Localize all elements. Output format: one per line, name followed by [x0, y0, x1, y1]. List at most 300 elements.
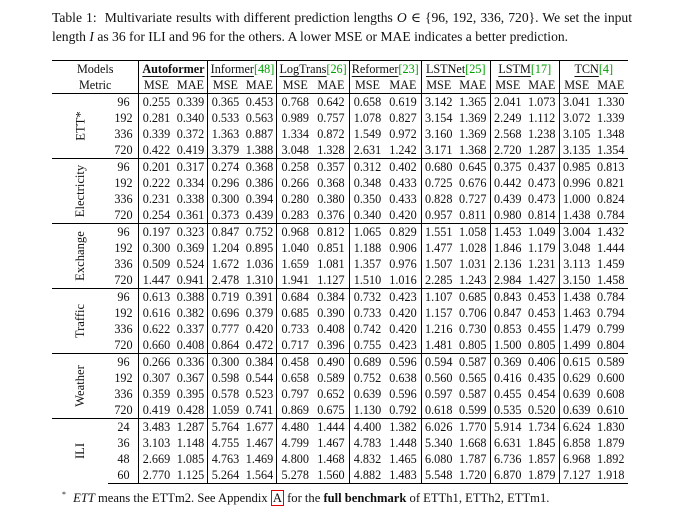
mae-value: 0.453: [242, 94, 277, 111]
mse-value: 0.618: [421, 402, 456, 419]
mse-value: 0.300: [139, 240, 174, 256]
mse-value: 0.560: [421, 370, 456, 386]
mae-value: 0.829: [385, 224, 421, 241]
mae-value: 1.448: [389, 436, 417, 450]
model-name: Autoformer: [142, 62, 205, 76]
mae-value: 1.720: [456, 467, 491, 484]
mae-value: 1.668: [459, 436, 487, 450]
mae-value: 0.435: [528, 371, 556, 385]
mae-value: 0.453: [525, 289, 560, 306]
mae-value: 0.376: [317, 208, 345, 222]
table-row: [52, 191, 628, 207]
mse-value: 0.733: [277, 321, 313, 337]
mae-value: 0.317: [173, 159, 208, 176]
mae-value: 1.310: [245, 273, 274, 287]
mae-value: 1.918: [594, 467, 628, 484]
prediction-length: 192: [114, 371, 133, 385]
mae-value: 0.976: [389, 257, 417, 271]
mse-header: MSE: [559, 77, 594, 94]
mae-header: MAE: [176, 78, 204, 92]
footnote-ett: ETT: [73, 491, 95, 506]
mae-value: 0.524: [176, 257, 205, 271]
mse-value: 0.660: [139, 337, 174, 354]
mse-value: 0.996: [559, 175, 594, 191]
mse-value: 0.755: [349, 337, 385, 354]
prediction-length: 96: [108, 94, 139, 111]
model-citation-link[interactable]: [48]: [253, 62, 275, 76]
mse-value: 1.357: [349, 256, 385, 272]
mse-value: 0.768: [277, 94, 313, 111]
mse-header: MSE: [277, 77, 313, 94]
mse-value: 3.048: [559, 240, 594, 256]
mse-value: 0.680: [421, 159, 456, 176]
mse-value: 0.274: [208, 159, 243, 176]
mae-value: 1.892: [597, 452, 625, 466]
mse-value: 0.853: [490, 321, 525, 337]
mse-value: 0.455: [490, 386, 525, 402]
mae-value: 0.423: [389, 338, 417, 352]
model-name: LSTNet: [425, 62, 466, 76]
mae-header: MAE: [459, 78, 487, 92]
mae-value: 0.420: [389, 208, 417, 222]
mae-value: 1.787: [459, 452, 487, 466]
mae-value: 1.238: [528, 127, 556, 141]
mse-value: 1.659: [277, 256, 313, 272]
mse-value: 0.201: [139, 159, 174, 176]
mse-value: 0.689: [349, 354, 385, 371]
mae-value: 1.368: [459, 143, 487, 157]
mae-value: 1.287: [173, 419, 208, 436]
mse-value: 0.348: [349, 175, 385, 191]
mae-value: 1.734: [525, 419, 560, 436]
model-header: [208, 61, 277, 78]
model-header: [139, 61, 208, 78]
mse-value: 0.725: [421, 175, 456, 191]
prediction-length: 336: [114, 127, 133, 141]
mae-value: 1.085: [176, 452, 205, 466]
mse-value: 0.752: [349, 370, 385, 386]
mse-value: 0.639: [349, 386, 385, 402]
mae-value: 0.368: [242, 159, 277, 176]
prediction-length: 96: [108, 159, 139, 176]
mae-value: 0.455: [528, 322, 556, 336]
mse-value: 0.777: [208, 321, 243, 337]
mse-value: 0.312: [349, 159, 385, 176]
mse-value: 1.065: [349, 224, 385, 241]
mse-value: 0.616: [139, 305, 174, 321]
mae-value: 1.287: [528, 143, 556, 157]
mae-value: 0.423: [385, 289, 421, 306]
mae-value: 0.396: [317, 338, 345, 352]
mae-value: 0.805: [459, 338, 487, 352]
prediction-length: 36: [117, 436, 130, 450]
mse-value: 0.255: [139, 94, 174, 111]
mse-value: 0.231: [139, 191, 174, 207]
table-row: [52, 451, 628, 467]
model-header: [490, 61, 559, 78]
mse-value: 2.285: [421, 272, 456, 289]
mse-value: 0.300: [208, 191, 243, 207]
table-caption: [52, 8, 632, 46]
mse-value: 1.204: [208, 240, 243, 256]
mae-value: 0.563: [245, 111, 274, 125]
mse-value: 3.048: [277, 142, 313, 159]
mae-header: MAE: [389, 78, 417, 92]
mse-value: 0.742: [349, 321, 385, 337]
mse-value: 0.280: [277, 191, 313, 207]
mae-value: 1.458: [597, 273, 625, 287]
mae-value: 0.339: [173, 94, 208, 111]
mse-value: 0.222: [139, 175, 174, 191]
mse-value: 0.578: [208, 386, 243, 402]
mae-value: 0.805: [528, 338, 556, 352]
mse-value: 1.463: [559, 305, 594, 321]
mse-value: 0.197: [139, 224, 174, 241]
mae-value: 1.677: [242, 419, 277, 436]
results-table: [52, 60, 628, 484]
mae-value: 0.814: [528, 208, 556, 222]
mae-value: 0.608: [597, 387, 625, 401]
mae-value: 0.799: [597, 322, 625, 336]
mse-value: 6.026: [421, 419, 456, 436]
mae-header: MAE: [528, 78, 556, 92]
table-row: [52, 272, 628, 289]
mae-value: 0.361: [176, 208, 205, 222]
mse-value: 1.000: [559, 191, 594, 207]
model-name: LogTrans: [279, 62, 327, 76]
table-row: [52, 321, 628, 337]
mae-value: 0.887: [245, 127, 274, 141]
mae-value: 0.784: [594, 289, 628, 306]
mse-value: 4.755: [208, 435, 243, 451]
mse-value: 0.980: [490, 207, 525, 224]
mae-value: 1.328: [317, 143, 345, 157]
mse-value: 0.622: [139, 321, 174, 337]
mae-value: 1.058: [456, 224, 491, 241]
mse-value: 6.968: [559, 451, 594, 467]
mse-value: 1.941: [277, 272, 313, 289]
table-footnote: [62, 490, 549, 506]
mae-value: 0.390: [317, 306, 345, 320]
mse-value: 0.283: [277, 207, 313, 224]
mae-value: 1.382: [385, 419, 421, 436]
mae-value: 0.752: [242, 224, 277, 241]
mae-value: 0.419: [176, 143, 205, 157]
mse-value: 0.797: [277, 386, 313, 402]
mae-value: 0.323: [173, 224, 208, 241]
mae-value: 0.645: [456, 159, 491, 176]
mse-value: 1.438: [559, 207, 594, 224]
mse-value: 2.478: [208, 272, 243, 289]
mae-value: 0.619: [385, 94, 421, 111]
mse-value: 3.154: [421, 110, 456, 126]
mae-value: 1.179: [528, 241, 556, 255]
mse-value: 0.696: [208, 305, 243, 321]
appendix-link[interactable]: A: [272, 491, 282, 506]
mae-value: 0.395: [176, 387, 205, 401]
mse-value: 3.483: [139, 419, 174, 436]
mse-value: 1.499: [559, 337, 594, 354]
mse-value: 2.041: [490, 94, 525, 111]
mse-value: 1.551: [421, 224, 456, 241]
table-row: [52, 142, 628, 159]
dataset-label: ILI: [73, 443, 88, 460]
mae-value: 1.830: [594, 419, 628, 436]
mae-value: 0.599: [459, 403, 487, 417]
mse-value: 1.477: [421, 240, 456, 256]
table-row: [52, 370, 628, 386]
mae-value: 0.386: [245, 176, 274, 190]
mae-value: 0.827: [389, 111, 417, 125]
mse-value: 3.160: [421, 126, 456, 142]
footnote-text3: of ETTh1, ETTh2, ETTm1.: [409, 491, 550, 506]
mse-value: 2.568: [490, 126, 525, 142]
mae-value: 0.391: [242, 289, 277, 306]
mae-value: 0.811: [459, 208, 487, 222]
mse-value: 1.507: [421, 256, 456, 272]
mae-value: 0.741: [245, 403, 274, 417]
mae-value: 0.428: [176, 403, 205, 417]
mae-value: 0.941: [176, 273, 205, 287]
mse-value: 0.658: [349, 94, 385, 111]
dataset-cell: [52, 159, 108, 224]
mae-value: 1.242: [389, 143, 417, 157]
dataset-label: Weather: [73, 365, 88, 407]
table-row: [52, 94, 628, 111]
mae-value: 0.368: [317, 176, 345, 190]
mse-value: 0.843: [490, 289, 525, 306]
model-citation-link[interactable]: [26]: [326, 62, 347, 76]
mse-value: 1.672: [208, 256, 243, 272]
mae-value: 0.408: [317, 322, 345, 336]
prediction-length: 720: [114, 273, 133, 287]
table-row: [52, 354, 628, 371]
mse-value: 0.985: [559, 159, 594, 176]
mae-value: 0.642: [313, 94, 349, 111]
mae-value: 0.490: [313, 354, 349, 371]
mse-value: 0.365: [208, 94, 243, 111]
prediction-length: 336: [114, 387, 133, 401]
mse-value: 0.535: [490, 402, 525, 419]
mae-value: 1.467: [245, 436, 274, 450]
table-row: [52, 289, 628, 306]
prediction-length: 24: [108, 419, 139, 436]
mae-value: 1.427: [528, 273, 556, 287]
table-row: [52, 126, 628, 142]
mse-value: 0.281: [139, 110, 174, 126]
mae-value: 0.821: [597, 176, 625, 190]
mse-value: 0.597: [421, 386, 456, 402]
mse-value: 0.639: [559, 386, 594, 402]
mae-value: 0.357: [313, 159, 349, 176]
mse-value: 0.639: [559, 402, 594, 419]
mae-value: 0.600: [597, 371, 625, 385]
mse-value: 0.422: [139, 142, 174, 159]
mae-value: 0.812: [313, 224, 349, 241]
mae-value: 0.727: [459, 192, 487, 206]
mae-value: 1.770: [456, 419, 491, 436]
mse-value: 6.631: [490, 435, 525, 451]
caption-text-before: Multivariate results with different prediction lengths: [104, 10, 393, 25]
mae-value: 0.784: [597, 208, 625, 222]
mse-value: 5.264: [208, 467, 243, 484]
table-row: [52, 175, 628, 191]
prediction-length: 48: [117, 452, 130, 466]
mae-value: 0.453: [528, 306, 556, 320]
mae-value: 0.472: [245, 338, 274, 352]
metric-header: Metric: [78, 78, 112, 92]
mae-value: 0.675: [317, 403, 345, 417]
prediction-length: 720: [114, 338, 133, 352]
table-row: [52, 386, 628, 402]
models-header: Models: [52, 61, 139, 78]
prediction-length: 192: [114, 241, 133, 255]
dataset-label: Electricity: [73, 164, 88, 218]
mae-value: 0.334: [176, 176, 205, 190]
mae-value: 1.016: [389, 273, 417, 287]
mae-value: 1.369: [459, 127, 487, 141]
mse-value: 2.249: [490, 110, 525, 126]
mae-value: 0.638: [389, 371, 417, 385]
caption-math-set: ∈ {96, 192, 336, 720}: [410, 10, 536, 25]
dataset-cell: [52, 419, 108, 484]
mse-value: 2.631: [349, 142, 385, 159]
model-citation-link[interactable]: [17]: [530, 62, 552, 76]
mse-value: 0.254: [139, 207, 174, 224]
mae-value: 1.857: [528, 452, 556, 466]
mae-value: 0.367: [176, 371, 205, 385]
mse-value: 1.453: [490, 224, 525, 241]
mae-value: 0.369: [176, 241, 205, 255]
mse-value: 3.135: [559, 142, 594, 159]
table-row: [52, 467, 628, 484]
mae-value: 1.348: [597, 127, 625, 141]
mae-value: 0.895: [245, 241, 274, 255]
dataset-cell: [52, 94, 108, 159]
mse-value: 3.171: [421, 142, 456, 159]
mse-value: 2.984: [490, 272, 525, 289]
mae-value: 0.589: [317, 371, 345, 385]
model-citation-link[interactable]: [23]: [398, 62, 419, 76]
mae-value: 0.792: [389, 403, 417, 417]
mse-value: 0.864: [208, 337, 243, 354]
prediction-length: 720: [114, 143, 133, 157]
dataset-cell: [52, 354, 108, 419]
mse-value: 0.509: [139, 256, 174, 272]
model-header: [421, 61, 490, 78]
footnote-text1: means the ETTm2. See Appendix: [98, 491, 268, 506]
prediction-length: 96: [108, 354, 139, 371]
mae-value: 1.354: [597, 143, 625, 157]
mae-header: MAE: [245, 78, 273, 92]
mae-value: 1.465: [389, 452, 417, 466]
table-row: [52, 402, 628, 419]
mse-value: 1.500: [490, 337, 525, 354]
mse-value: 0.685: [277, 305, 313, 321]
mae-value: 0.872: [317, 127, 345, 141]
mse-value: 0.613: [139, 289, 174, 306]
mae-value: 0.420: [389, 322, 417, 336]
dataset-label: Exchange: [73, 231, 88, 281]
mse-value: 0.258: [277, 159, 313, 176]
mse-value: 0.615: [559, 354, 594, 371]
model-name: LSTM: [498, 62, 531, 76]
mae-value: 1.231: [528, 257, 556, 271]
mse-value: 0.339: [139, 126, 174, 142]
mse-value: 0.684: [277, 289, 313, 306]
mae-value: 0.730: [459, 322, 487, 336]
mae-value: 0.439: [245, 208, 274, 222]
mse-value: 4.400: [349, 419, 385, 436]
mse-value: 5.340: [421, 435, 456, 451]
mse-value: 0.350: [349, 191, 385, 207]
table-row: [52, 207, 628, 224]
table-row: [52, 240, 628, 256]
mse-value: 4.763: [208, 451, 243, 467]
model-header: [559, 61, 628, 78]
prediction-length: 96: [108, 224, 139, 241]
mae-value: 0.685: [456, 289, 491, 306]
prediction-length: 192: [114, 176, 133, 190]
mae-value: 0.523: [245, 387, 274, 401]
mae-value: 0.587: [459, 387, 487, 401]
mse-value: 0.717: [277, 337, 313, 354]
mse-value: 0.307: [139, 370, 174, 386]
mse-value: 0.598: [208, 370, 243, 386]
prediction-length: 192: [114, 306, 133, 320]
mae-value: 1.432: [594, 224, 628, 241]
caption-text-after: as 36 for ILI and 96 for the others. A lower MSE or MAE indicates a better prediction.: [97, 29, 569, 44]
mae-value: 0.433: [389, 192, 417, 206]
mae-value: 1.243: [459, 273, 487, 287]
mse-value: 0.847: [208, 224, 243, 241]
mse-header: MSE: [139, 77, 174, 94]
mse-value: 1.130: [349, 402, 385, 419]
mae-value: 1.028: [459, 241, 487, 255]
mae-value: 1.467: [317, 436, 345, 450]
mse-value: 1.481: [421, 337, 456, 354]
mae-value: 1.365: [456, 94, 491, 111]
mae-header: MAE: [597, 78, 625, 92]
mae-value: 0.473: [528, 176, 556, 190]
prediction-length: 192: [114, 111, 133, 125]
mse-value: 0.594: [421, 354, 456, 371]
mse-value: 0.869: [277, 402, 313, 419]
mae-value: 1.483: [385, 467, 421, 484]
mse-value: 0.419: [139, 402, 174, 419]
mse-value: 1.188: [349, 240, 385, 256]
prediction-length: 336: [114, 257, 133, 271]
mae-value: 1.036: [245, 257, 274, 271]
mse-value: 0.375: [490, 159, 525, 176]
prediction-length: 720: [114, 208, 133, 222]
mae-value: 0.380: [317, 192, 345, 206]
mae-value: 0.565: [459, 371, 487, 385]
mae-value: 0.420: [389, 306, 417, 320]
mae-value: 0.336: [173, 354, 208, 371]
mae-value: 0.437: [525, 159, 560, 176]
mse-value: 5.764: [208, 419, 243, 436]
mae-value: 0.372: [176, 127, 205, 141]
mae-value: 0.454: [528, 387, 556, 401]
mse-value: 3.113: [559, 256, 594, 272]
model-citation-link[interactable]: [4]: [598, 62, 614, 76]
mse-value: 1.846: [490, 240, 525, 256]
mae-value: 0.851: [317, 241, 345, 255]
mse-value: 3.041: [559, 94, 594, 111]
mse-value: 7.127: [559, 467, 594, 484]
model-citation-link[interactable]: [25]: [465, 62, 486, 76]
